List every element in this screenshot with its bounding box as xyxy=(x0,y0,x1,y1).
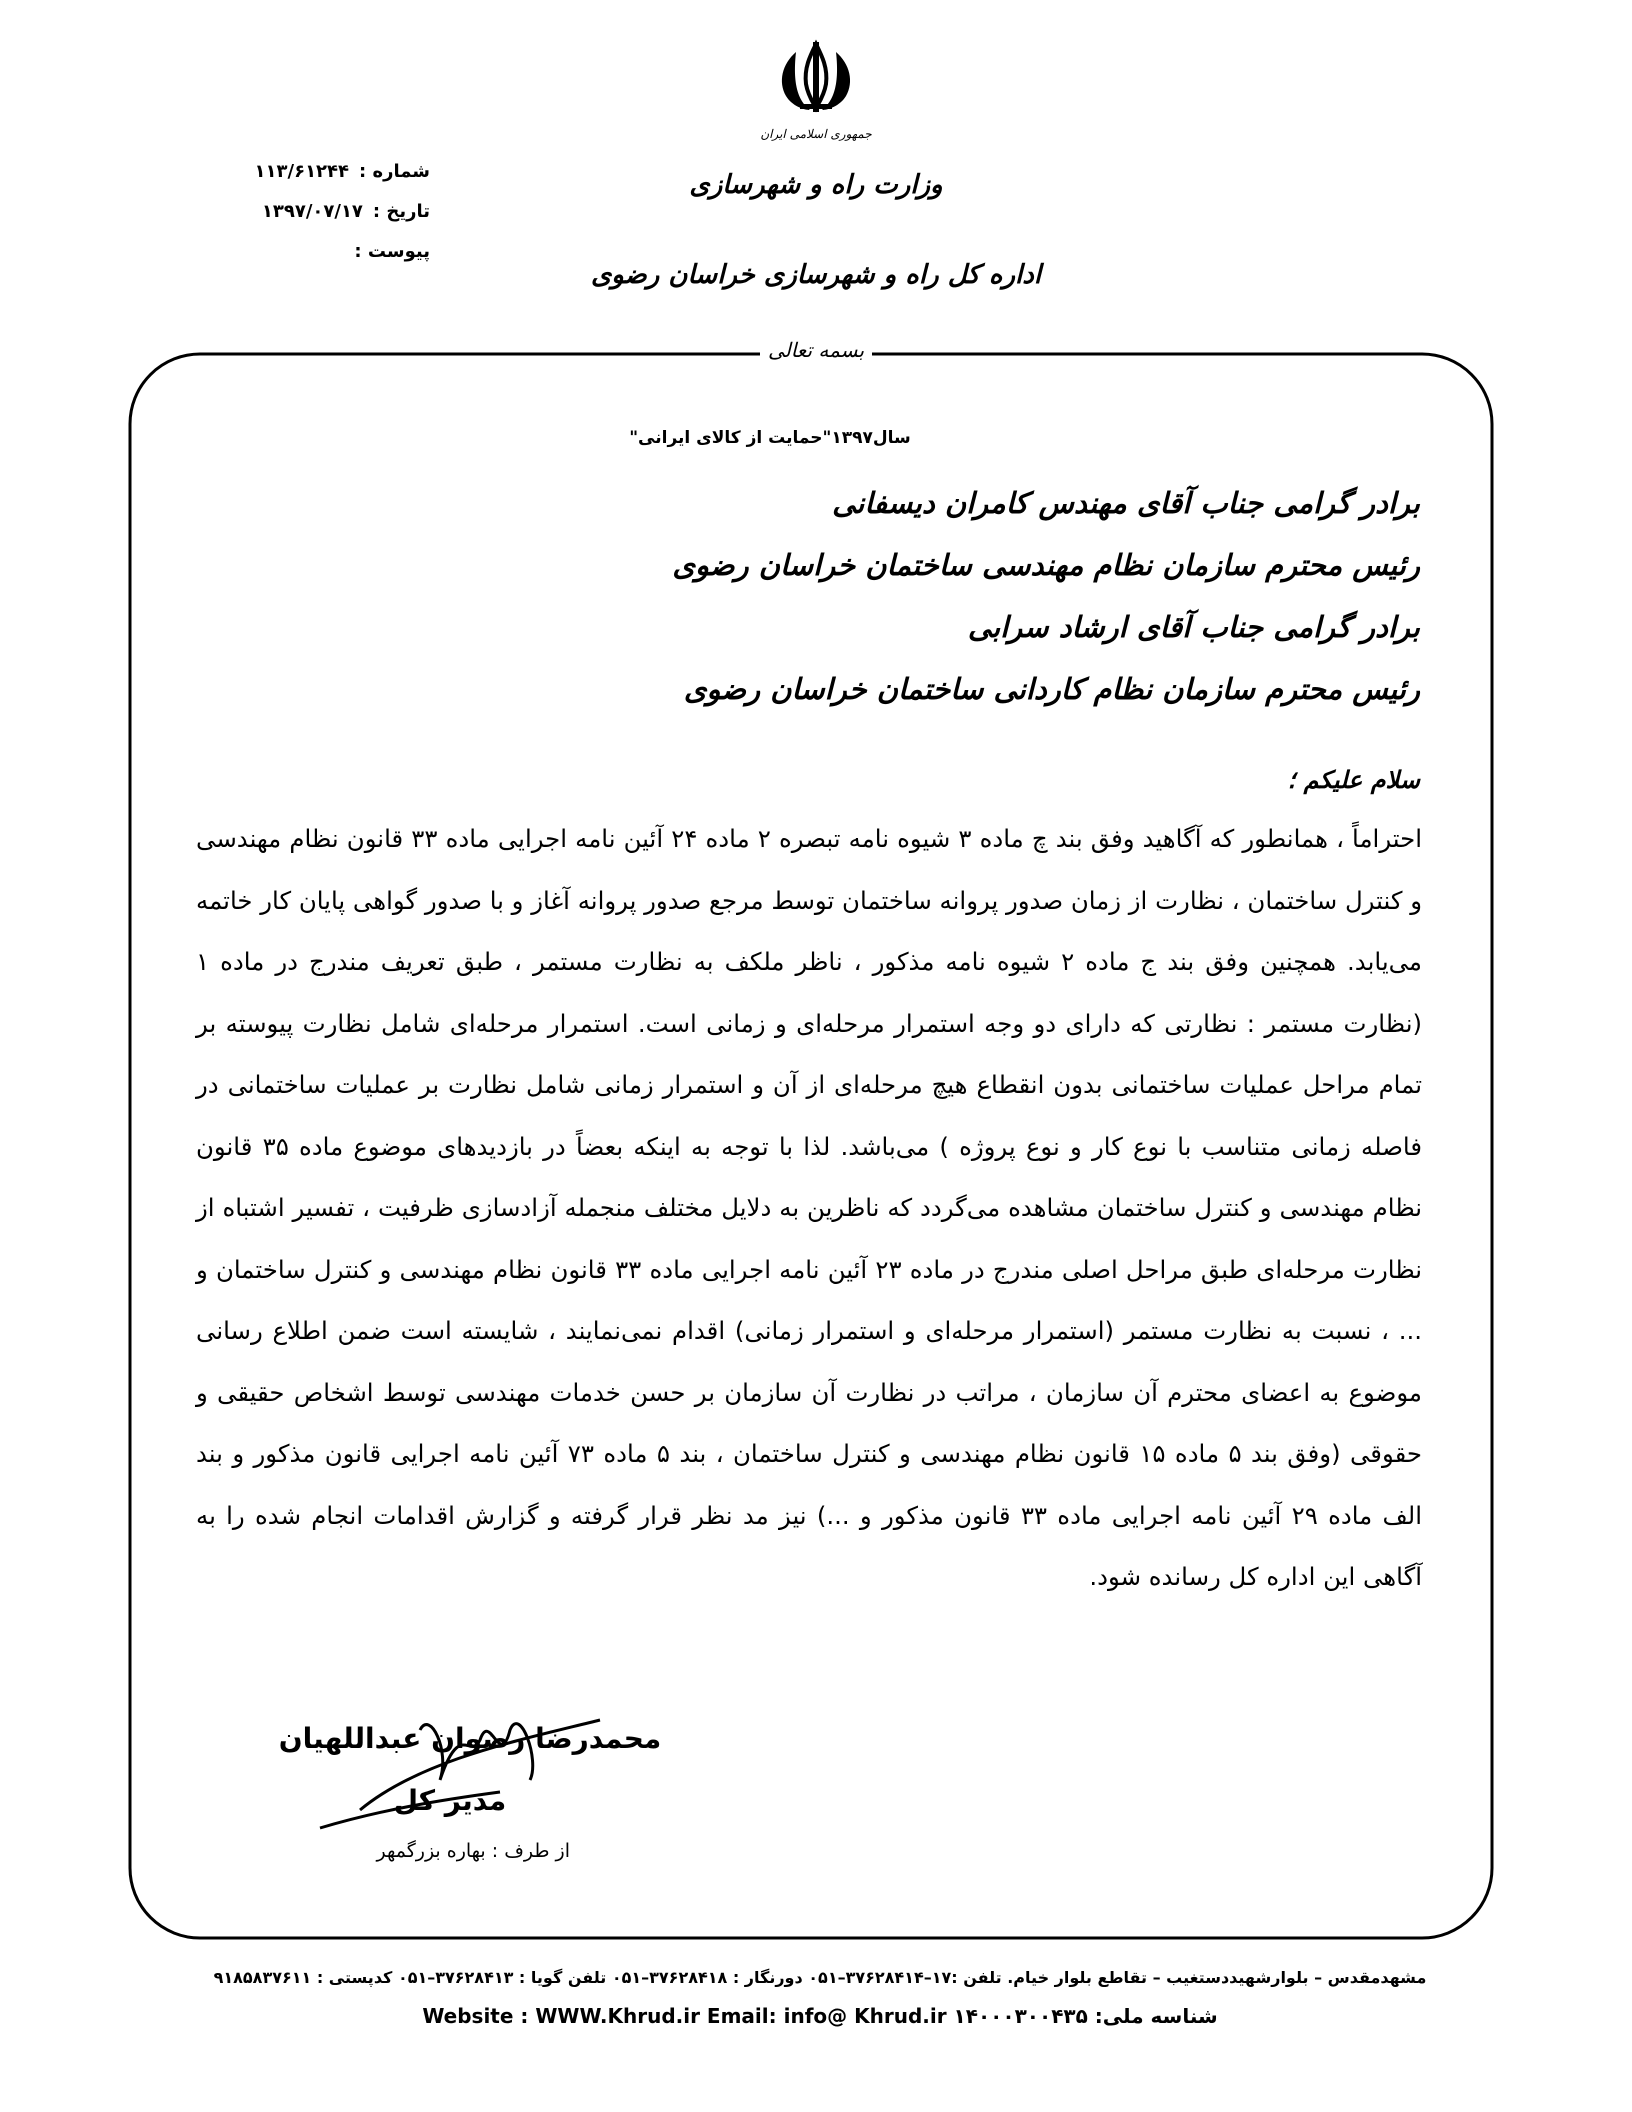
signer-name: محمدرضا رضوان عبداللهیان xyxy=(278,1722,662,1755)
attachment-row xyxy=(190,232,430,272)
number-row xyxy=(190,152,430,192)
ministry-name: وزارت راه و شهرسازی xyxy=(689,170,943,200)
salutation: سلام علیکم ؛ xyxy=(1287,766,1420,794)
footer-contact: شناسه ملی: ۱۴۰۰۰۳۰۰۴۳۵ Website : WWW.Khrud.ir Email: info@ Khrud.ir xyxy=(422,2004,1218,2028)
recipient-line-1: برادر گرامی جناب آقای مهندس کامران دیسفانی xyxy=(832,486,1420,520)
signer-title: مدیر کل xyxy=(393,1784,507,1817)
letter-meta xyxy=(190,152,430,272)
number-label: شماره : xyxy=(359,161,430,182)
attachment-label: پیوست : xyxy=(354,241,430,262)
directorate-name: اداره کل راه و شهرسازی خراسان رضوی xyxy=(590,260,1042,290)
signed-on-behalf: از طرف : بهاره بزرگمهر xyxy=(376,1840,570,1862)
date-label: تاریخ : xyxy=(372,201,430,222)
handwritten-signature xyxy=(300,1700,620,1840)
letter-body: احتراماً ، همانطور که آگاهید وفق بند چ ماده ۳ شیوه نامه تبصره ۲ ماده ۲۴ آئین نامه اجرایی ماده ۳۳ قانون نظام مهندسی و کنترل ساختمان ، نظارت از زمان صدور پروانه ساختمان توسط مرجع صدور پروانه آغاز و با صدور گواهی پایان کار خاتمه می‌یابد. همچنین وفق بند ج ماده ۲ شیوه نامه مذکور ، ناظر ملکف به نظارت مستمر ، طبق تعریف مندرج در ماده ۱ (نظارت مستمر : نظارتی که دارای دو وجه استمرار مرحله‌ای و زمانی است. استمرار مرحله‌ای شامل نظارت پیوسته بر تمام مراحل عملیات ساختمانی بدون انقطاع هیچ مرحله‌ای از آن و استمرار زمانی شامل نظارت بر عملیات ساختمانی در فاصله زمانی متناسب با نوع کار و نوع پروژه ) می‌باشد. لذا با توجه به اینکه بعضاً در بازدیدهای موضوع ماده ۳۵ قانون نظام مهندسی و کنترل ساختمان مشاهده می‌گردد که ناظرین به دلایل مختلف منجمله آزادسازی ظرفیت ، تفسیر اشتباه از نظارت مرحله‌ای طبق مراحل اصلی مندرج در ماده ۲۳ آئین نامه اجرایی ماده ۳۳ قانون نظام مهندسی و کنترل ساختمان و ... ، نسبت به نظارت مستمر (استمرار مرحله‌ای و استمرار زمانی) اقدام نمی‌نمایند ، شایسته است ضمن اطلاع رسانی موضوع به اعضای محترم آن سازمان ، مراتب در نظارت آن سازمان بر حسن خدمات مهندسی توسط اشخاص حقیقی و حقوقی (وفق بند ۵ ماده ۱۵ قانون نظام مهندسی و کنترل ساختمان ، بند ۵ ماده ۷۳ آئین نامه اجرایی قانون مذکور و بند الف ماده ۲۹ آئین نامه اجرایی ماده ۳۳ قانون مذکور و ...) نیز مد نظر قرار گرفته و گزارش اقدامات انجام شده را به آگاهی این اداره کل رسانده شود. xyxy=(196,824,1423,1591)
iran-emblem-icon xyxy=(760,38,872,148)
recipients-block xyxy=(300,472,1420,720)
number-value: ۱۱۳/۶۱۲۴۴ xyxy=(254,161,350,182)
date-value: ۱۳۹۷/۰۷/۱۷ xyxy=(261,201,363,222)
date-row xyxy=(190,192,430,232)
recipient-line-4: رئیس محترم سازمان نظام کاردانی ساختمان خراسان رضوی xyxy=(683,672,1420,706)
recipient-line-2: رئیس محترم سازمان نظام مهندسی ساختمان خراسان رضوی xyxy=(672,548,1420,582)
footer-address: مشهدمقدس – بلوارشهیددستغیب – تقاطع بلوار خیام. تلفن :۱۷–۳۷۶۲۸۴۱۴–۰۵۱ دورنگار : ۳۷۶۲۸۴۱۸–۰۵۱ تلفن گویا : ۳۷۶۲۸۴۱۳–۰۵۱ کدپستی : ۹۱۸۵۸۳۷۶۱۱ xyxy=(213,1968,1427,1987)
bismillah: بسمه تعالی xyxy=(760,338,872,362)
recipient-line-3: برادر گرامی جناب آقای ارشاد سرابی xyxy=(967,610,1420,644)
svg-text:جمهوری اسلامی ایران: جمهوری اسلامی ایران xyxy=(760,127,872,141)
year-slogan: سال۱۳۹۷"حمایت از کالای ایرانی" xyxy=(629,428,911,448)
